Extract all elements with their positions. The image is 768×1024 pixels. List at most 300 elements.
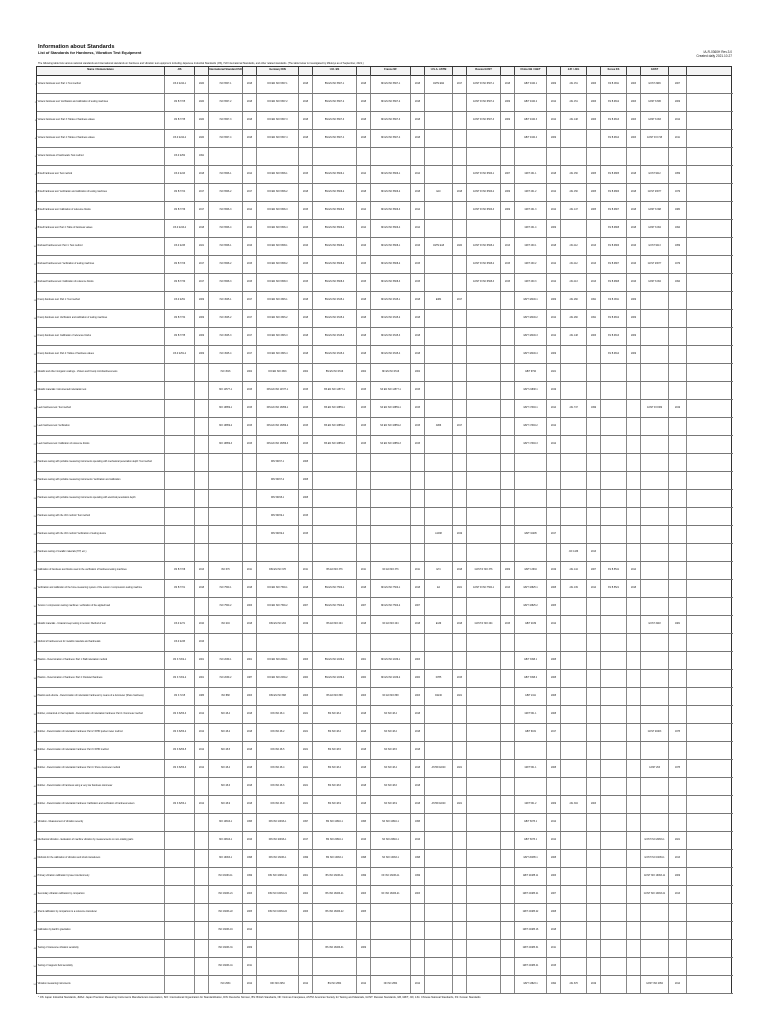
standard-cell-jis: JIS Z 2244-1 [165,76,195,93]
standard-cell-jis: JIS Z 2244-2 [165,130,195,147]
standard-cell-din: DIN 50159-2 [257,526,299,543]
standard-cell-diny: 2016 [299,238,313,255]
standard-cell-jisy: 2018 [195,580,209,597]
row-number: 40 [33,785,36,788]
row-number: 37 [33,731,36,734]
standard-cell-gby: 2012 [547,832,561,849]
standard-cell-jisy [195,526,209,543]
standard-cell-ks [601,382,627,399]
standard-cell-nfy: 2011 [411,562,425,579]
row-number: 45 [33,875,36,878]
standard-cell-gostr [641,454,669,471]
standard-cell-diny: 2021 [299,742,313,759]
standard-cell-nf: NF ISO 48-2 [371,724,411,741]
standard-cell-bs: BS EN ISO 6507-2 [313,94,357,111]
standard-cell-din: DIN 50158-1 [257,490,299,507]
standard-cell-nfy: 2018 [411,130,425,147]
standard-cell-gby: 2012 [547,202,561,219]
standard-cell-jjfy: 2007 [587,562,601,579]
standard-cell-astm [425,94,453,111]
standard-cell-bs: BS ISO 10816-1 [313,814,357,831]
standard-name-cell: Verification and calibration of the force-measuring system of the tension / compression testing machine [37,580,165,597]
standard-cell-gostr [641,742,669,759]
standard-cell-gb: GB/T 3398.1 [515,652,547,669]
standard-cell-bs: BS ISO 20816-1 [313,832,357,849]
standard-cell-jjfy: 2005 [587,166,601,183]
standard-cell-gosty [501,220,515,237]
standard-cell-gby: 2008 [547,904,561,921]
row-number: 22 [33,461,36,464]
standard-cell-diny: 2021 [299,706,313,723]
standard-cell-astmy [453,256,467,273]
standard-cell-ks: KS B 0808 [601,220,627,237]
row-number: 19 [33,407,36,410]
standard-cell-bsy: 2005 [357,904,371,921]
standard-cell-jjf: JJG 260 [561,292,587,309]
standard-cell-bs: BS ISO 48-4 [313,760,357,777]
standard-cell-bsy: 1995 [357,814,371,831]
standard-cell-ks [601,508,627,525]
standard-name-cell: Knoop hardness test: Part 4: Tables of hardness values [37,346,165,363]
intro-text: The following table lists various national standards and international standards on hardness and vibration test equipment including Japanese Industrial Standards (JIS), ISO International Standards, and other related standards. (The table below is investigated by Mitutoyo as of September, 2021.) [38,62,364,65]
standard-cell-bsy: 2001 [357,652,371,669]
standard-cell-isoy: 2018 [243,580,257,597]
standard-cell-iso: ISO 6506-4 [209,220,243,237]
standard-cell-astmy [453,886,467,903]
standard-cell-gb: GB/T 20485.16 [515,922,547,939]
standard-cell-gby [547,454,561,471]
standard-cell-gostr [641,490,669,507]
table-row [34,130,733,148]
standard-cell-diny: 2018 [299,94,313,111]
standard-cell-isoy: 2003 [243,886,257,903]
standard-cell-bs [313,490,357,507]
standard-cell-bsy [357,148,371,165]
standard-cell-bs: BS EN ISO 4545-4 [313,346,357,363]
standard-cell-jjfy [587,670,601,687]
standard-cell-din [257,544,299,561]
standard-cell-jis: JIS Z 2271 [165,616,195,633]
table-row [33,274,733,292]
standard-cell-gby: 2008 [547,688,561,705]
row-number: 9 [34,227,36,230]
standard-cell-ksy [627,850,641,867]
table-header [36,66,732,76]
standard-cell-jisy: 2017 [195,256,209,273]
standard-cell-gb: GB/T 20485.21 [515,886,547,903]
standard-cell-din: DIN EN ISO 4545-1 [257,292,299,309]
standard-cell-gost [467,634,501,651]
standard-cell-gb: GB/T 3398.2 [515,670,547,687]
standard-cell-astmy [453,922,467,939]
standard-cell-jjfy: 2006 [587,94,601,111]
standard-cell-gostr: GOST 2999 [641,76,669,93]
standard-cell-jisy: 2021 [195,238,209,255]
standard-cell-din: DIN EN ISO 868 [257,688,299,705]
page-subtitle: List of Standards for Hardness, Vibration Test Equipment [38,51,142,55]
standard-cell-gostry [669,796,687,813]
standard-cell-gby: 2007 [547,886,561,903]
standard-cell-jjfy [587,958,601,975]
standard-cell-iso [209,472,243,489]
standard-cell-astmy [453,742,467,759]
standard-cell-astm: D2240 [425,688,453,705]
standard-cell-diny: 2017 [299,832,313,849]
standard-cell-astm [425,634,453,651]
standard-cell-nf: NF EN ISO 6508-1 [371,238,411,255]
standard-cell-jisy [195,868,209,885]
standard-cell-jjfy [587,364,601,381]
standard-cell-astm [425,310,453,327]
standard-cell-nf: NF ISO 48-4 [371,760,411,777]
standard-cell-jjf [561,814,587,831]
table-row [34,202,733,220]
standard-cell-gosty [501,706,515,723]
standard-cell-ks [601,922,627,939]
standard-cell-ks [601,526,627,543]
table-row [33,652,733,670]
standard-cell-nfy: 2015 [411,418,425,435]
standard-cell-jjf [561,922,587,939]
standard-cell-bsy [357,922,371,939]
standard-cell-jjfy [587,346,601,363]
standard-cell-astmy [453,652,467,669]
table-row [33,580,733,598]
standard-cell-diny: 2015 [299,256,313,273]
standard-cell-gostry [669,688,687,705]
standard-cell-gostr [641,508,669,525]
row-number: 44 [33,857,36,860]
standard-cell-gb [515,508,547,525]
standard-cell-jis [165,814,195,831]
standard-cell-gb: GB/T 231.4 [515,220,547,237]
standard-cell-isoy: 2018 [243,76,257,93]
standard-cell-gostry: 2012 [669,112,687,129]
standard-cell-gb: GB/T 531.1 [515,760,547,777]
standard-cell-diny [299,634,313,651]
standard-cell-bsy: 2018 [357,328,371,345]
standard-cell-jis [165,958,195,975]
standard-cell-gosty [501,886,515,903]
standard-cell-nf [371,490,411,507]
standard-cell-gby [547,778,561,795]
standard-cell-gostry [669,382,687,399]
standard-cell-nf: NF ISO 16063-21 [371,886,411,903]
standard-name-cell: Rubber - Determination of indentation hardness: Calibration and verification of hardness testers [37,796,165,813]
standard-cell-gostr: GOST 23677 [641,184,669,201]
standard-cell-isoy [243,508,257,525]
standard-cell-gost: GOST R ISO 6508-1 [467,238,501,255]
standard-cell-ksy: 2018 [627,202,641,219]
standard-cell-nf: NF ISO 48-4 [371,706,411,723]
standard-cell-gosty [501,418,515,435]
standard-cell-gostr: GOST ISO 16063-21 [641,886,669,903]
standard-cell-bs: BS ISO 48-9 [313,796,357,813]
standard-cell-nfy: 2014 [411,220,425,237]
row-number: 39 [33,767,36,770]
standard-cell-iso: ISO 16063-21 [209,886,243,903]
standard-cell-astm [425,274,453,291]
standard-cell-isoy: 2011 [243,958,257,975]
standard-cell-gb: GB/T 231.1 [515,166,547,183]
standard-cell-gostr: GOST 23677 [641,256,669,273]
standard-cell-ks [601,418,627,435]
standard-cell-gostry: 1981 [669,616,687,633]
standard-cell-astmy [453,778,467,795]
standard-cell-ksy [627,400,641,417]
standard-cell-iso: ISO 6506-3 [209,202,243,219]
standard-cell-gosty [501,868,515,885]
standard-cell-jisy [195,418,209,435]
standard-cell-jjf: JJG 151 [561,94,587,111]
standard-cell-bsy [357,454,371,471]
standard-cell-gost [467,148,501,165]
standard-cell-din: DIN ISO 48-6 [257,778,299,795]
standard-cell-bs: BS EN ISO 6508-1 [313,238,357,255]
standard-cell-gostr [641,544,669,561]
standard-cell-isoy: 2017 [243,292,257,309]
standard-cell-gby: 2008 [547,652,561,669]
standard-cell-jisy [195,904,209,921]
standard-cell-ks [601,796,627,813]
standard-cell-din: DIN ISO 48-5 [257,742,299,759]
standard-cell-jjfy [587,652,601,669]
standard-cell-bsy: 2018 [357,616,371,633]
standard-cell-astmy: 2019 [453,526,467,543]
standard-cell-ksy [627,778,641,795]
standard-name-cell: Knoop hardness test: Calibration of reference blocks [37,328,165,345]
standard-cell-jis [165,400,195,417]
standard-cell-ksy [627,868,641,885]
standard-cell-bsy: 2011 [357,562,371,579]
standard-cell-jjfy: 2006 [587,328,601,345]
column-header-jis: JIS [165,67,195,77]
standard-cell-gost: GOST R ISO 6507-3 [467,112,501,129]
standard-cell-jjf [561,382,587,399]
standard-cell-isoy: 2014 [243,922,257,939]
standard-cell-isoy: 2006 [243,598,257,615]
standard-cell-gb: GB/T 18449.3 [515,328,547,345]
standard-cell-astmy [453,472,467,489]
standard-name-cell: Testing of magnetic field sensitivity [37,958,165,975]
standard-cell-din: DIN EN ISO 6506-2 [257,184,299,201]
standard-cell-diny [299,148,313,165]
standard-cell-iso: ISO 10816-1 [209,814,243,831]
standard-cell-bs: BS ISO 48-6 [313,778,357,795]
standard-cell-nf: NF EN ISO 2039-2 [371,670,411,687]
standard-cell-diny: 2015 [299,274,313,291]
standard-cell-gostr [641,814,669,831]
standard-cell-nfy: 2003 [411,652,425,669]
standard-cell-jisy: 2009 [195,310,209,327]
standard-cell-nf: NF EN ISO 7500-1 [371,580,411,597]
standard-cell-ks: KS B 0814 [601,346,627,363]
standard-cell-jisy [195,382,209,399]
standard-cell-nf: NF EN ISO 6506-1 [371,166,411,183]
standard-cell-gby: 2008 [547,850,561,867]
standard-cell-jis: JIS Z 2251 [165,292,195,309]
standard-cell-ksy: 2016 [627,274,641,291]
standard-cell-gosty [501,490,515,507]
row-number: 25 [33,515,36,518]
standard-cell-bsy: 2018 [357,184,371,201]
standard-cell-gb [515,544,547,561]
standard-cell-astmy [453,364,467,381]
standard-cell-bsy: 1999 [357,868,371,885]
standard-cell-din: DIN EN ISO 4545-3 [257,328,299,345]
table-row [33,562,733,580]
standard-cell-iso: ISO 20816-1 [209,832,243,849]
standard-cell-jisy: 2016 [195,634,209,651]
standard-cell-nf: NF EN ISO 204 [371,616,411,633]
standard-cell-jis: JIS Z 2243-2 [165,220,195,237]
column-header-gb: China GB / GB/T [515,67,547,77]
standard-cell-din: DIN EN ISO 7500-1 [257,580,299,597]
standard-cell-isoy: 2003 [243,688,257,705]
standard-cell-bsy: 1998 [357,850,371,867]
standard-cell-bs: BS EN ISO 16859-2 [313,418,357,435]
standard-name-cell: Vickers hardness of hardmetals: Test method [37,148,165,165]
standard-cell-gb: GB/T 20485.31 [515,940,547,957]
standard-cell-jjfy [587,778,601,795]
standard-cell-gostry [669,598,687,615]
standard-cell-gb: GB/T 531.2 [515,796,547,813]
standard-cell-din: DIN EN ISO 6507-4 [257,130,299,147]
standard-cell-isoy [243,472,257,489]
standard-cell-diny: 2003 [299,652,313,669]
row-number: 16 [33,353,36,356]
standard-name-cell: Rubber - Determination of hardness using a very low hardness durometer [37,778,165,795]
standard-cell-jis [165,850,195,867]
standard-cell-din: DIN ISO 48-4 [257,760,299,777]
standard-cell-gby [547,472,561,489]
standard-cell-jjf [561,886,587,903]
standard-name-cell: Leeb hardness test: Calibration of reference blocks [37,436,165,453]
standard-cell-gost [467,292,501,309]
standard-cell-jisy: 2018 [195,166,209,183]
standard-cell-astmy [453,220,467,237]
standard-cell-ksy: 2003 [627,130,641,147]
standard-cell-gost [467,652,501,669]
standard-cell-bsy [357,490,371,507]
standard-cell-diny: 1999 [299,850,313,867]
standard-cell-jisy: 2009 [195,328,209,345]
row-number: 48 [33,929,36,932]
standard-cell-din: DIN EN ISO 16859-3 [257,436,299,453]
standard-cell-nfy [411,544,425,561]
standard-cell-gb: GB/T 18449.2 [515,310,547,327]
standard-cell-gostry [669,706,687,723]
standard-cell-gosty: 2013 [501,238,515,255]
standard-cell-ksy [627,688,641,705]
standard-cell-astm [425,652,453,669]
standard-cell-ksy [627,760,641,777]
standard-cell-nf [371,940,411,957]
standard-cell-gostry: 1994 [669,274,687,291]
standard-cell-jjf [561,508,587,525]
standard-cell-ksy [627,832,641,849]
standard-cell-gost [467,832,501,849]
standard-cell-bs: BS ISO 48-2 [313,724,357,741]
standard-cell-bsy: 2018 [357,94,371,111]
table-row [34,76,733,94]
standard-cell-jisy: 2009 [195,292,209,309]
standard-cell-diny [299,940,313,957]
standard-cell-diny: 2004 [299,886,313,903]
standard-cell-isoy: 2014 [243,220,257,237]
standard-cell-ks [601,778,627,795]
standard-cell-nf: NF EN ISO 6508-3 [371,274,411,291]
standard-cell-gby: 2017 [547,526,561,543]
standard-cell-diny: 2015 [299,166,313,183]
table-row [34,94,733,112]
standard-cell-jis [165,904,195,921]
standard-cell-gb: GB/T 20485.1 [515,850,547,867]
standard-name-cell: Calibration of hardness test blocks used in the verification of hardness testing machines [37,562,165,579]
standard-cell-astmy: 2021 [453,796,467,813]
standard-cell-din: DIN ISO 10816-1 [257,814,299,831]
standard-cell-gosty [501,796,515,813]
standard-cell-isoy: 2009 [243,940,257,957]
standard-cell-nfy: 2015 [411,382,425,399]
standard-cell-astm [425,598,453,615]
standard-cell-isoy: 1987 [243,670,257,687]
standard-cell-isoy: 2005 [243,904,257,921]
row-number: 35 [33,695,36,698]
standard-name-cell: Hardness testing with portable measuring instruments operating with electrical penetration depth [37,490,165,507]
standard-name-cell: Primary vibration calibration by laser interferometry [37,868,165,885]
standard-cell-jjfy: 1991 [587,292,601,309]
standard-cell-nf [371,454,411,471]
standard-cell-astm [425,778,453,795]
standard-cell-nf: NF EN ISO 6507-4 [371,130,411,147]
standard-name-cell: Methods for the calibration of vibration and shock transducers [37,850,165,867]
standard-cell-nf: NF EN ISO 4545-2 [371,310,411,327]
standard-cell-iso: ISO 16063-1 [209,850,243,867]
standard-cell-astmy [453,958,467,975]
standard-cell-gostr: GOST 8.398 [641,202,669,219]
standard-cell-bsy: 2014 [357,166,371,183]
standard-cell-nf: NF EN ISO 6506-3 [371,202,411,219]
column-header-bs: U.K. BS [313,67,357,77]
standard-cell-gb: GB/T 18449.1 [515,292,547,309]
standard-cell-gost [467,436,501,453]
standard-cell-gb: GB/T 34205 [515,526,547,543]
standard-cell-ks [601,976,627,993]
standard-cell-gosty [501,328,515,345]
standard-cell-nf [371,634,411,651]
standard-cell-bsy: 2018 [357,310,371,327]
column-header-ks: Korea KS [601,67,627,77]
standard-cell-diny: 2018 [299,130,313,147]
standard-cell-astmy: 2020 [453,238,467,255]
standard-cell-astmy [453,976,467,993]
standard-cell-gostr [641,148,669,165]
standard-cell-ks [601,724,627,741]
standard-cell-isoy: 2017 [243,184,257,201]
standard-cell-jjf [561,904,587,921]
standard-cell-iso: ISO 2039-1 [209,652,243,669]
standard-cell-nfy: 2018 [411,76,425,93]
standard-cell-gosty: 2015 [501,256,515,273]
standard-cell-isoy: 2012 [243,976,257,993]
standard-cell-nf: NF ISO 48-6 [371,778,411,795]
standard-cell-nfy: 2018 [411,94,425,111]
standard-cell-gby: 2014 [547,400,561,417]
standard-cell-gb: GB/T 4340.2 [515,94,547,111]
standard-cell-gosty [501,814,515,831]
standard-cell-isoy: 2011 [243,562,257,579]
